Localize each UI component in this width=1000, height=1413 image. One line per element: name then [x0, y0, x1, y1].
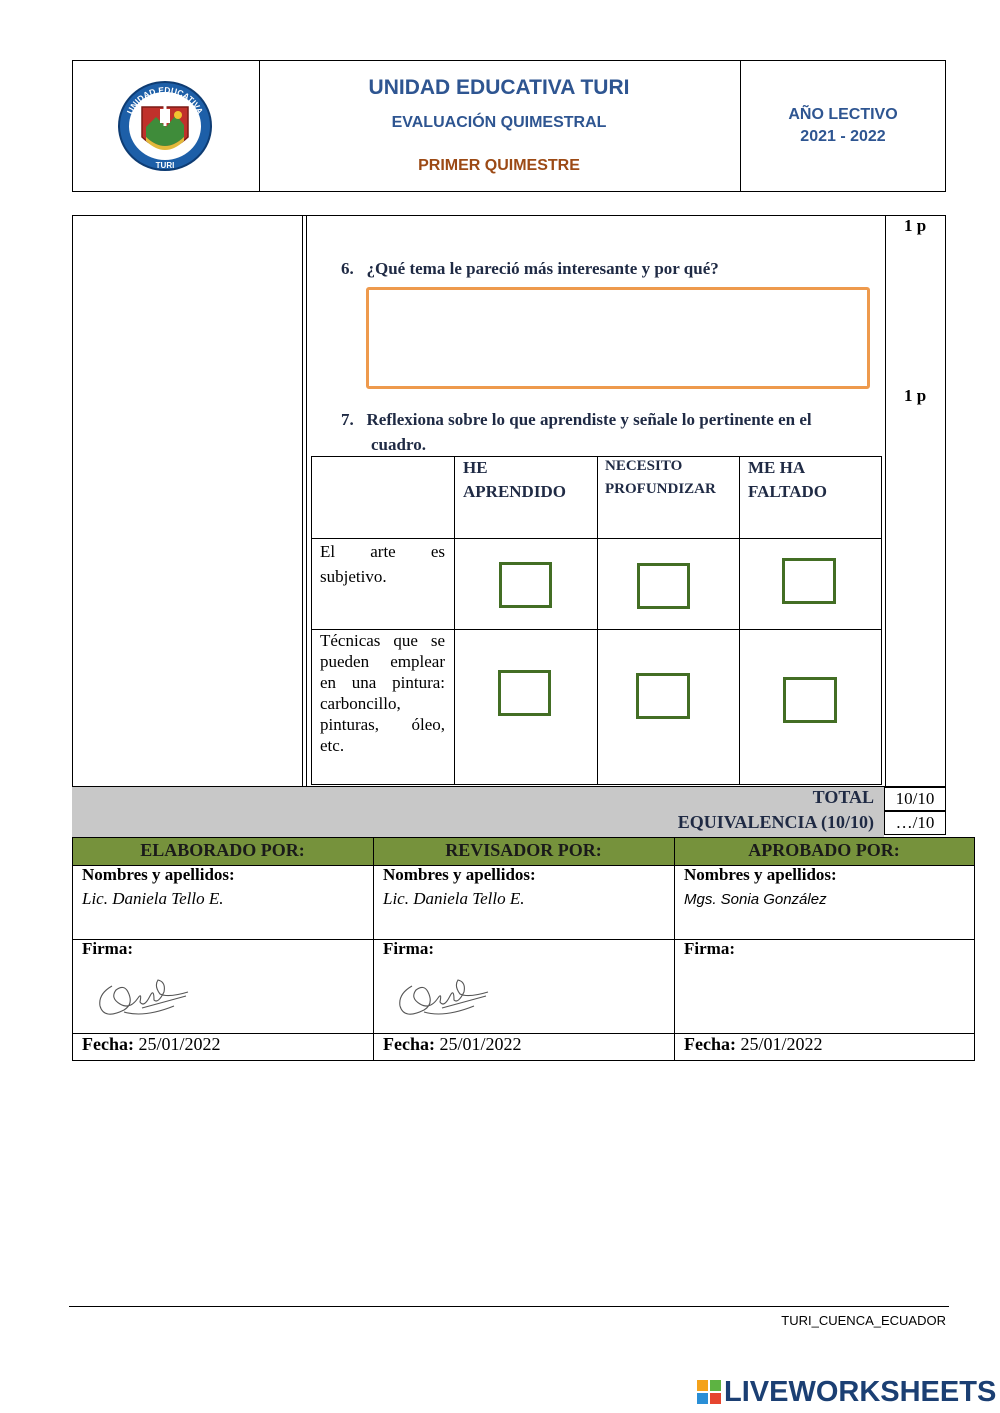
names-label: Nombres y apellidos:	[82, 865, 235, 884]
date-value: 25/01/2022	[138, 1034, 221, 1054]
header-line: PROFUNDIZAR	[605, 481, 716, 497]
question-text: Reflexiona sobre lo que aprendiste y señale lo pertinente en el	[366, 410, 812, 429]
header-prepared-by: ELABORADO POR:	[140, 840, 305, 860]
name-prepared: Lic. Daniela Tello E.	[82, 889, 224, 908]
date-prepared	[82, 1034, 221, 1055]
firma-label: Firma:	[383, 939, 434, 958]
checkbox-row1-missing[interactable]	[782, 558, 836, 604]
sig-line	[73, 939, 974, 940]
brand-name[interactable]: LIVEWORKSHEETS	[724, 1376, 997, 1408]
header-line: FALTADO	[748, 482, 828, 501]
signature-image	[94, 968, 194, 1024]
checkbox-row2-learned[interactable]	[498, 670, 551, 716]
header-line: APRENDIDO	[463, 482, 566, 501]
school-year	[740, 104, 946, 148]
header-line: ME HA	[748, 458, 806, 477]
footer-divider	[69, 1306, 949, 1307]
date-reviewed	[383, 1034, 522, 1055]
name-reviewed: Lic. Daniela Tello E.	[383, 889, 525, 908]
term-title: PRIMER QUIMESTRE	[418, 157, 580, 174]
evaluation-title: EVALUACIÓN QUIMESTRAL	[391, 114, 607, 131]
column-header-learned	[463, 456, 566, 504]
name-approved: Mgs. Sonia González	[684, 891, 827, 908]
row-label-techniques	[320, 630, 445, 756]
row-line: pueden emplear	[320, 652, 445, 671]
total-label: TOTAL	[812, 787, 874, 807]
checkbox-row2-deepen[interactable]	[636, 673, 690, 719]
grid-line	[739, 457, 740, 784]
sig-divider	[674, 838, 675, 1060]
header-approved-by: APROBADO POR:	[748, 840, 900, 860]
question-text: ¿Qué tema le pareció más interesante y por qué?	[366, 259, 719, 278]
fecha-label: Fecha:	[684, 1034, 736, 1054]
grid-line	[597, 457, 598, 784]
row-line: El arte es	[320, 542, 445, 561]
checkbox-row1-learned[interactable]	[499, 562, 552, 608]
equivalence-label: EQUIVALENCIA (10/10)	[677, 812, 874, 832]
footer-location: TURI_CUENCA_ECUADOR	[781, 1313, 946, 1328]
row-label-art-subjective	[320, 539, 445, 589]
signature-image	[394, 968, 494, 1024]
points-q6: 1 p	[904, 216, 927, 235]
total-value: 10/10	[884, 787, 946, 811]
header-reviewed-by: REVISADOR POR:	[445, 840, 602, 860]
row-line: subjetivo.	[320, 567, 387, 586]
column-header-deepen	[605, 455, 716, 501]
logo-bottom-text: TURI	[155, 161, 175, 170]
logo-top-text: UNIDAD EDUCATIVA	[124, 84, 206, 116]
row-line: en una pintura:	[320, 673, 445, 692]
checkbox-row2-missing[interactable]	[783, 677, 837, 723]
points-q7: 1 p	[904, 386, 927, 405]
names-label: Nombres y apellidos:	[383, 865, 536, 884]
answer-textbox[interactable]	[366, 287, 870, 389]
frame-divider	[302, 216, 303, 787]
column-header-missing	[748, 456, 827, 504]
row-line: Técnicas que se	[320, 631, 445, 650]
year-value: 2021 - 2022	[800, 128, 886, 145]
date-value: 25/01/2022	[439, 1034, 522, 1054]
row-line: carboncillo,	[320, 694, 401, 713]
grid-line	[454, 457, 455, 784]
header-line: HE	[463, 458, 488, 477]
liveworksheets-logo-icon	[697, 1380, 721, 1404]
fecha-label: Fecha:	[383, 1034, 435, 1054]
question-7	[341, 407, 871, 457]
row-line: etc.	[320, 736, 345, 755]
question-number: 7.	[341, 410, 354, 429]
sig-divider	[373, 838, 374, 1060]
question-text: cuadro.	[371, 435, 426, 454]
frame-divider	[306, 216, 307, 787]
equivalence-value[interactable]: …/10	[884, 811, 946, 835]
firma-label: Firma:	[82, 939, 133, 958]
question-number: 6.	[341, 259, 354, 278]
school-name: UNIDAD EDUCATIVA TURI	[368, 76, 630, 99]
checkbox-row1-deepen[interactable]	[637, 563, 690, 609]
year-label: AÑO LECTIVO	[788, 106, 898, 123]
question-6	[341, 259, 719, 279]
date-approved	[684, 1034, 823, 1055]
row-line: pinturas, óleo,	[320, 715, 445, 734]
frame-divider	[885, 216, 886, 787]
names-label: Nombres y apellidos:	[684, 865, 837, 884]
header-line: NECESITO	[605, 458, 683, 474]
firma-label: Firma:	[684, 939, 735, 958]
fecha-label: Fecha:	[82, 1034, 134, 1054]
date-value: 25/01/2022	[740, 1034, 823, 1054]
school-logo	[116, 79, 214, 173]
